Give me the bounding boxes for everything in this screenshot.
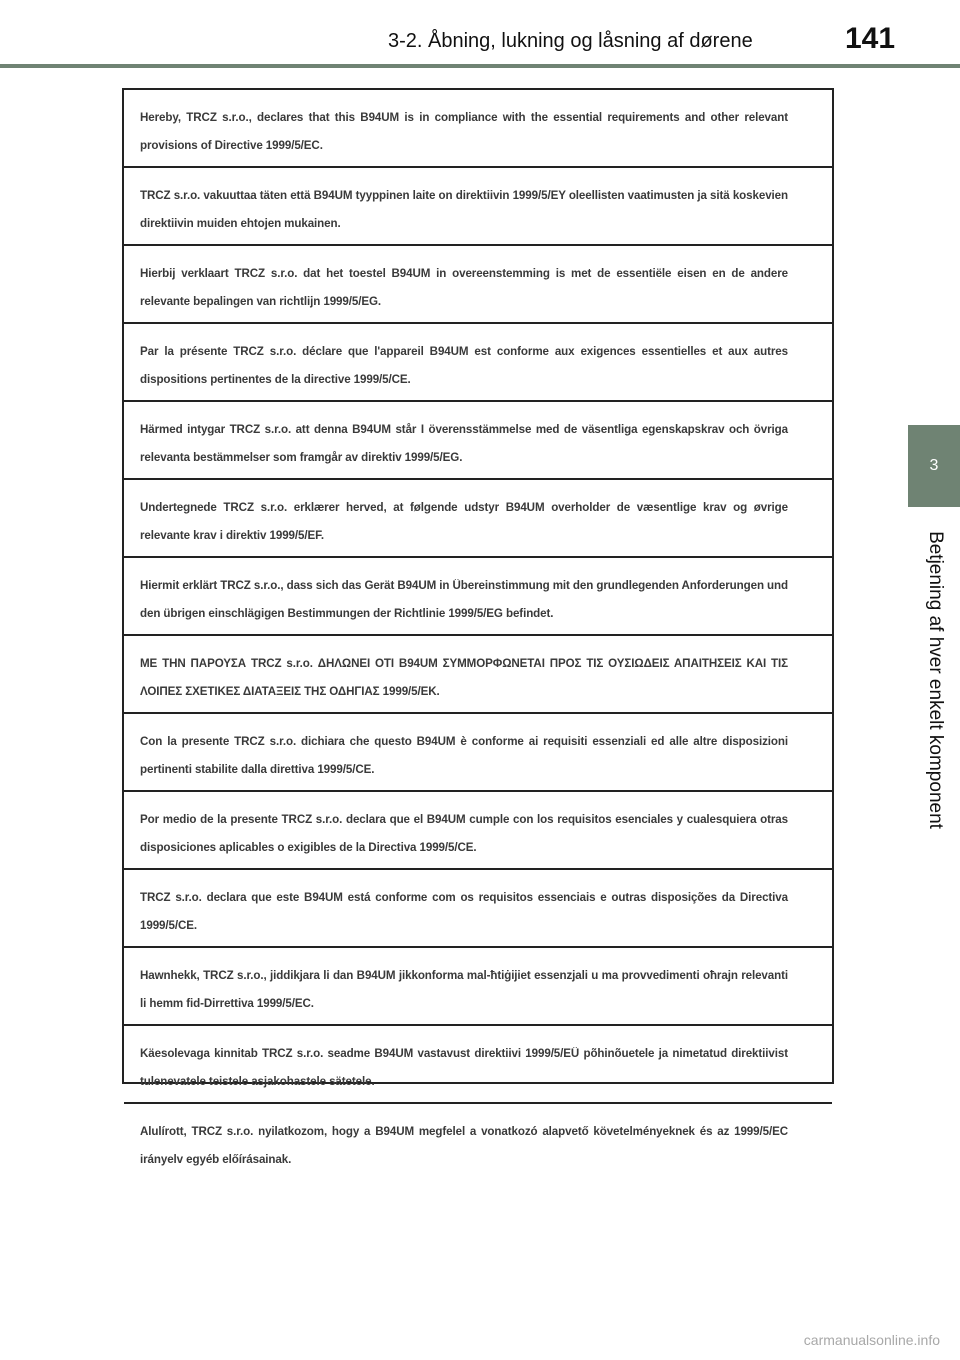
page-header-title: 3-2. Åbning, lukning og låsning af dørene [388, 30, 753, 52]
declaration-text: Hierbij verklaart TRCZ s.r.o. dat het toestel B94UM in overeenstemming is met de essentiële eisen en de andere relevante bepalingen van richtlijn 1999/5/EG. [140, 267, 788, 308]
declaration-text: Undertegnede TRCZ s.r.o. erklærer herved, at følgende udstyr B94UM overholder de væsentlige krav og øvrige relevante krav i direktiv 1999/5/EF. [140, 501, 788, 542]
declaration-text: Hereby, TRCZ s.r.o., declares that this B94UM is in compliance with the essential requirements and other relevant provisions of Directive 1999/5/EC. [140, 111, 788, 152]
chapter-side-label: Betjening af hver enkelt komponent [925, 531, 946, 829]
declaration-row-spanish [124, 792, 832, 870]
site-watermark: carmanualsonline.info [803, 1332, 940, 1348]
declaration-row-italian [124, 714, 832, 792]
declaration-row-finnish [124, 168, 832, 246]
declaration-row-hungarian [124, 1104, 832, 1180]
declaration-text: Hiermit erklärt TRCZ s.r.o., dass sich das Gerät B94UM in Übereinstimmung mit den grundlegenden Anforderungen und den übrigen einschlägigen Bestimmungen der Richtlinie 1999/5/EG befindet. [140, 579, 788, 620]
declaration-text: TRCZ s.r.o. vakuuttaa täten että B94UM tyyppinen laite on direktiivin 1999/5/EY oleellisten vaatimusten ja sitä koskevien direktiivin muiden ehtojen mukainen. [140, 189, 788, 230]
declaration-text: Por medio de la presente TRCZ s.r.o. declara que el B94UM cumple con los requisitos esenciales y cualesquiera otras disposiciones aplicables o exigibles de la Directiva 1999/5/CE. [140, 813, 788, 854]
declaration-row-german [124, 558, 832, 636]
declaration-row-french [124, 324, 832, 402]
declaration-text: Käesolevaga kinnitab TRCZ s.r.o. seadme B94UM vastavust direktiivi 1999/5/EÜ põhinõuetele ja nimetatud direktiivist tulenevatele teistele asjakohastele sätetele. [140, 1047, 788, 1088]
declaration-row-dutch [124, 246, 832, 324]
declaration-text: Con la presente TRCZ s.r.o. dichiara che questo B94UM è conforme ai requisiti essenziali ed alle altre disposizioni pertinenti stabilite dalla direttiva 1999/5/CE. [140, 735, 788, 776]
declaration-text: TRCZ s.r.o. declara que este B94UM está conforme com os requisitos essenciais e outras disposições da Directiva 1999/5/CE. [140, 891, 788, 932]
declaration-text: Hawnhekk, TRCZ s.r.o., jiddikjara li dan B94UM jikkonforma mal-ħtiġijiet essenzjali u ma provvedimenti oħrajn relevanti li hemm fid-Dirrettiva 1999/5/EC. [140, 969, 788, 1010]
declaration-row-maltese [124, 948, 832, 1026]
page-number: 141 [845, 22, 896, 55]
chapter-number: 3 [929, 457, 939, 474]
declaration-text: Härmed intygar TRCZ s.r.o. att denna B94UM står I överensstämmelse med de väsentliga egenskapskrav och övriga relevanta bestämmelser som framgår av direktiv 1999/5/EG. [140, 423, 788, 464]
declaration-row-swedish [124, 402, 832, 480]
declaration-row-portuguese [124, 870, 832, 948]
declaration-row-english [124, 90, 832, 168]
declaration-row-estonian [124, 1026, 832, 1104]
declaration-row-danish [124, 480, 832, 558]
header-rule [0, 64, 960, 68]
declaration-text: ΜΕ ΤΗΝ ΠΑΡΟΥΣΑ TRCZ s.r.o. ΔΗΛΩΝΕΙ ΟΤΙ B94UM ΣΥΜΜΟΡΦΩΝΕΤΑΙ ΠΡΟΣ ΤΙΣ ΟΥΣΙΩΔΕΙΣ ΑΠΑΙΤΗΣΕΙΣ ΚΑΙ ΤΙΣ ΛΟΙΠΕΣ ΣΧΕΤΙΚΕΣ ΔΙΑΤΑΞΕΙΣ ΤΗΣ ΟΔΗΓΙΑΣ 1999/5/ΕΚ. [140, 657, 788, 698]
declaration-text: Par la présente TRCZ s.r.o. déclare que l'appareil B94UM est conforme aux exigences essentielles et aux autres dispositions pertinentes de la directive 1999/5/CE. [140, 345, 788, 386]
declaration-table [122, 88, 834, 1166]
declaration-row-greek [124, 636, 832, 714]
declaration-text: Alulírott, TRCZ s.r.o. nyilatkozom, hogy a B94UM megfelel a vonatkozó alapvető követelményeknek és az 1999/5/EC irányelv egyéb előírásainak. [140, 1125, 788, 1166]
